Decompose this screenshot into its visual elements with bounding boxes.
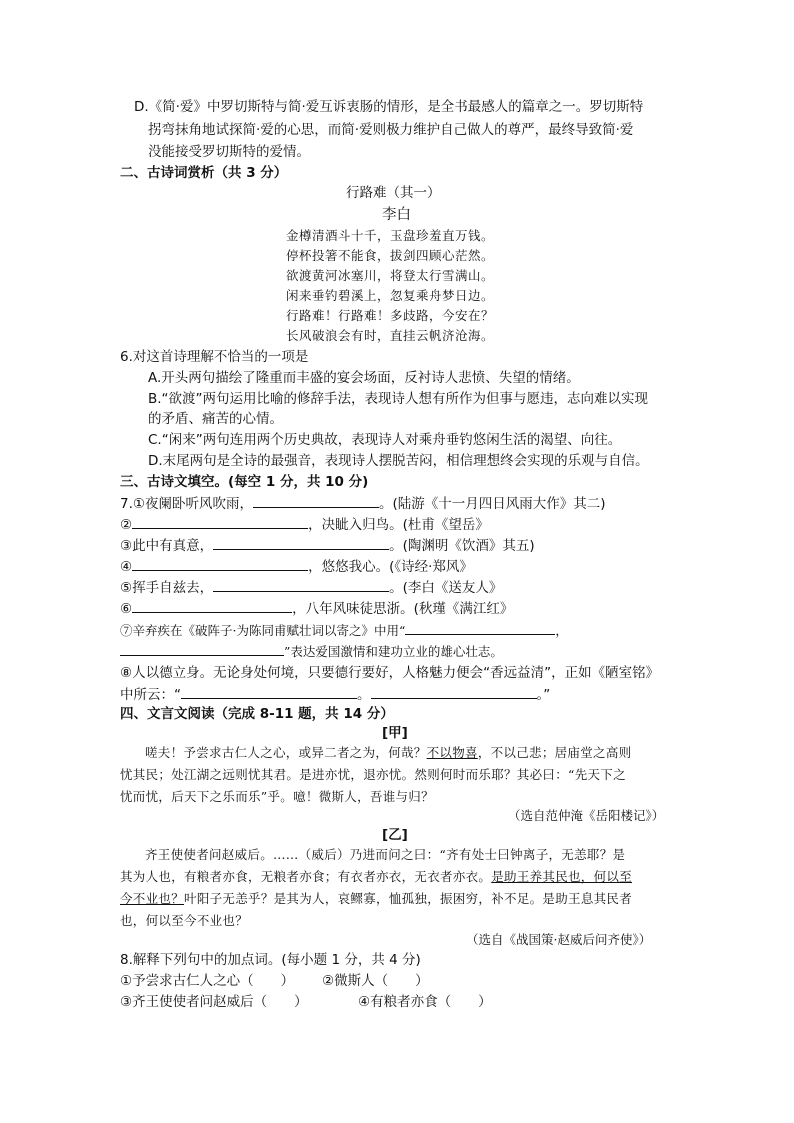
fill-item-text: ⑤挥手自兹去， [120, 580, 214, 596]
question-8-stem: 8.解释下列句中的加点词。(每小题 1 分，共 4 分) [120, 952, 421, 968]
question-8-item-3: ③齐王使使者问赵威后（ ） [120, 994, 308, 1010]
passage-jia-text: ，不以己悲；居庙堂之高则 [477, 745, 632, 760]
fill-item-text: ② [120, 517, 133, 533]
section-4-heading: 四、文言文阅读（完成 8-11 题，共 14 分） [120, 706, 394, 722]
question-8-item-1: ①予尝求古仁人之心（ ） [120, 973, 295, 989]
fill-item-text: ，八年风味徒思浙。(秋瑾《满江红》 [292, 601, 514, 617]
fill-item-3 [120, 536, 535, 556]
fill-item-text: 。” [536, 687, 551, 703]
question-6-option-a: A.开头两句描绘了隆重而丰盛的宴会场面，反衬诗人悲愤、失望的情绪。 [148, 370, 580, 386]
fill-item-text: ，决眦入归鸟。(杜甫《望岳》 [308, 517, 489, 533]
q5-option-d-line1: D.《简·爱》中罗切斯特与简·爱互诉衷肠的情形，是全书最感人的篇章之一。罗切斯特 [134, 99, 644, 115]
passage-yi-underlined: 今不业也？ [120, 891, 185, 906]
poem-line: 行路难！行路难！多歧路，今安在？ [286, 308, 495, 323]
question-6-option-c: C.“闲来”两句连用两个历史典故，表现诗人对乘舟垂钓悠闲生活的渴望、向往。 [148, 432, 622, 448]
question-8-item-4: ④有粮者亦食（ ） [358, 994, 492, 1010]
fill-item-text: ④ [120, 559, 133, 575]
poem-line: 停杯投箸不能食，拔剑四顾心茫然。 [286, 248, 495, 263]
poem-line: 长风破浪会有时，直挂云帆济沧海。 [286, 328, 495, 343]
fill-item-text: ， [555, 623, 568, 638]
fill-item-4 [120, 557, 473, 577]
section-3-heading: 三、古诗文填空。(每空 1 分，共 10 分) [120, 474, 369, 490]
poem-author: 李白 [382, 207, 411, 223]
fill-item-7 [120, 621, 568, 640]
answer-blank[interactable] [120, 642, 284, 656]
passage-jia-label: [甲] [382, 725, 408, 741]
fill-item-text: 。 [357, 687, 371, 703]
passage-jia-line: 忧其民；处江湖之远则忧其君。是进亦忧，退亦忧。然则何时而乐耶？其必曰：“先天下之 [120, 767, 626, 782]
answer-blank[interactable] [213, 578, 389, 592]
q5-option-d-line3: 没能接受罗切斯特的爱情。 [148, 144, 310, 160]
passage-jia-line: 忧而忧，后天下之乐而乐”乎。噫！微斯人，吾谁与归？ [120, 789, 434, 804]
section-2-heading: 二、古诗词赏析（共 3 分） [120, 165, 288, 181]
poem-line: 闲来垂钓碧溪上，忽复乘舟梦日边。 [286, 288, 495, 303]
passage-jia-source: （选自范仲淹《岳阳楼记》） [508, 808, 665, 823]
answer-blank[interactable] [132, 515, 308, 529]
answer-blank[interactable] [132, 557, 308, 571]
passage-yi-underlined: 是助王养其民也，何以至 [491, 869, 633, 884]
fill-item-2 [120, 515, 489, 535]
fill-item-text: ⑥ [120, 601, 133, 617]
poem-line: 欲渡黄河冰塞川，将登太行雪满山。 [286, 268, 495, 283]
passage-yi-line: 也，何以至今不业也？ [120, 913, 249, 928]
answer-blank[interactable] [213, 536, 389, 550]
q5-option-d-line2: 拐弯抹角地试探简·爱的心思，而简·爱则极力维护自己做人的尊严，最终导致简·爱 [148, 122, 634, 138]
fill-item-text: ”表达爱国激情和建功立业的雄心壮志。 [284, 644, 503, 659]
fill-item-text: ⑦辛弃疾在《破阵子·为陈同甫赋壮词以寄之》中用“ [120, 623, 406, 638]
passage-jia [120, 742, 680, 808]
passage-yi-text: 其为人也，有粮者亦食，无粮者亦食；有衣者亦衣，无衣者亦衣。 [120, 869, 492, 884]
fill-item-text: 。(陶渊明《饮酒》其五) [389, 538, 535, 554]
fill-item-8-line2 [120, 685, 550, 705]
passage-jia-underlined: 不以物喜 [426, 745, 478, 760]
fill-item-6 [120, 599, 513, 619]
answer-blank[interactable] [181, 685, 357, 699]
passage-jia-text: 嗟夫！予尝求古仁人之心，或异二者之为，何哉？ [145, 745, 427, 760]
fill-item-7-cont [120, 642, 503, 661]
passage-yi-text: 叶阳子无恙乎？是其为人，哀鳏寡，恤孤独，振困穷，补不足。是助王息其民者 [184, 891, 633, 906]
fill-item-text: 。(陆游《十一月四日风雨大作》其二) [378, 496, 606, 512]
passage-yi-line: 齐王使使者问赵威后。……（威后）乃进而问之曰：“齐有处士曰钟离子，无恙耶？是 [145, 847, 626, 862]
question-6-option-b: B.“欲渡”两句运用比喻的修辞手法，表现诗人想有所作为但事与愿违，志向难以实现 [148, 391, 649, 407]
fill-item-8-line1: ⑧人以德立身。无论身处何境，只要德行要好，人格魅力便会“香远益清”，正如《陋室铭》 [120, 665, 660, 681]
passage-yi-label: [乙] [382, 827, 408, 843]
fill-item-text: 中所云：“ [120, 687, 181, 703]
fill-item-text: 7.①夜阑卧听风吹雨， [120, 496, 253, 512]
passage-yi-source: （选自《战国策·赵威后问齐使》） [466, 932, 652, 947]
fill-item-1 [120, 494, 606, 514]
question-6-option-b-cont: 的矛盾、痛苦的心情。 [148, 411, 283, 427]
fill-item-text: ③此中有真意， [120, 538, 214, 554]
answer-blank[interactable] [371, 685, 537, 699]
poem-line: 金樽清酒斗十千，玉盘珍羞直万钱。 [286, 228, 495, 243]
poem-title: 行路难（其一） [346, 185, 441, 201]
fill-item-text: ，悠悠我心。(《诗经·郑风》 [308, 559, 473, 575]
fill-item-text: 。(李白《送友人》 [389, 580, 503, 596]
answer-blank[interactable] [253, 494, 379, 508]
answer-blank[interactable] [405, 621, 555, 635]
passage-yi [120, 844, 680, 932]
question-6-stem: 6.对这首诗理解不恰当的一项是 [120, 349, 309, 365]
question-6-option-d: D.末尾两句是全诗的最强音，表现诗人摆脱苦闷，相信理想终会实现的乐观与自信。 [148, 453, 649, 469]
fill-item-5 [120, 578, 502, 598]
question-8-item-2: ②微斯人（ ） [322, 973, 429, 989]
answer-blank[interactable] [132, 599, 292, 613]
